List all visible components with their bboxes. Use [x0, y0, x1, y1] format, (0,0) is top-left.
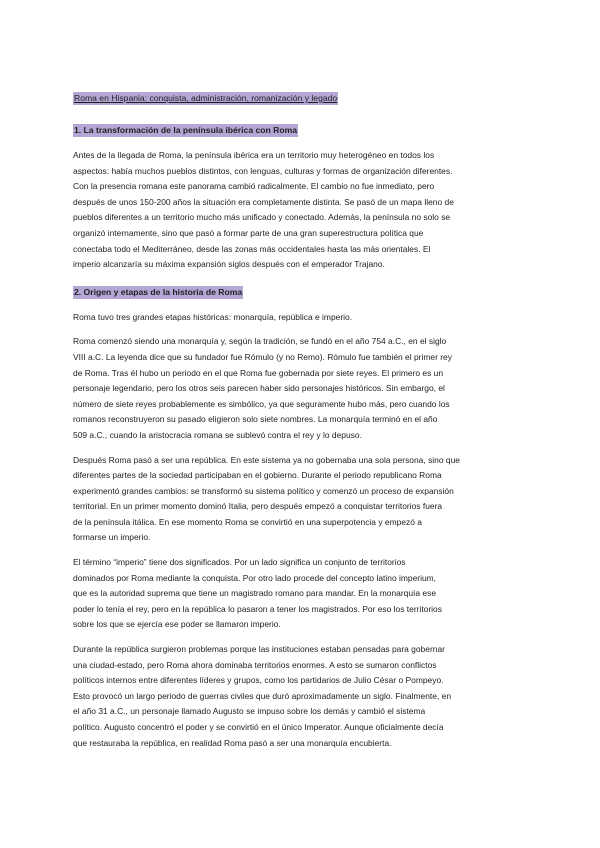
- paragraph: [73, 642, 533, 751]
- text-line: dominados por Roma mediante la conquista. Por otro lado procede del concepto latino imperium,: [73, 572, 437, 583]
- text-line: político. Augusto concentró el poder y se convirtió en el único Imperator. Aunque oficialmente decía: [73, 722, 444, 732]
- text-line: sobre los que se ejercía ese poder se llamaron imperio.: [73, 619, 281, 630]
- paragraph: [73, 148, 533, 273]
- text-line: El término “imperio” tiene dos significados. Por un lado significa un conjunto de territorios: [73, 557, 406, 568]
- text-line: Después Roma pasó a ser una república. En este sistema ya no gobernaba una sola persona, sino que: [73, 454, 460, 465]
- text-line: Roma comenzó siendo una monarquía y, según la tradición, se fundó en el año 754 a.C., en el siglo: [73, 336, 447, 347]
- text-line: personaje legendario, pero los otros seis parecen haber sido personajes históricos. Sin embargo, el: [73, 383, 445, 394]
- text-line: Esto provocó un largo periodo de guerras civiles que duró aproximadamente un siglo. Finalmente, en: [73, 690, 452, 701]
- text-line: Roma tuvo tres grandes etapas históricas: monarquía, república e imperio.: [73, 311, 353, 322]
- document-page: [73, 88, 533, 751]
- text-line: después de unos 150-200 años la situación era completamente distinta. Se pasó de un mapa lleno de: [73, 196, 454, 207]
- text-line: una ciudad-estado, pero Roma ahora dominaba territorios enormes. A esto se sumaron conflictos: [73, 659, 437, 670]
- paragraph: [73, 555, 533, 633]
- text-line: formarse un imperio.: [73, 532, 151, 543]
- text-line: pueblos diferentes a un territorio mucho más unificado y conectado. Además, la península no solo se: [73, 212, 451, 223]
- text-line: número de siete reyes probablemente es simbólico, ya que seguramente hubo más, pero cuando los: [73, 398, 450, 409]
- section-heading-2: 2. Origen y etapas de la historia de Roma: [74, 286, 243, 297]
- text-line: VIII a.C. La leyenda dice que su fundador fue Rómulo (y no Remo). Rómulo fue también el primer rey: [73, 351, 452, 362]
- text-line: diferentes partes de la sociedad participaban en el gobierno. Durante el periodo republicano Roma: [73, 470, 442, 481]
- text-line: conectaba todo el Mediterráneo, desde las zonas más occidentales hasta las más orientales. El: [73, 243, 431, 254]
- paragraph: [73, 310, 533, 326]
- text-line: experimentó grandes cambios: se transformó su sistema político y comenzó un proceso de expansión: [73, 485, 454, 496]
- text-line: Durante la república surgieron problemas porque las instituciones estaban pensadas para gobernar: [73, 644, 445, 655]
- section-heading-1: 1. La transformación de la península ibérica con Roma: [74, 125, 298, 135]
- document-title: Roma en Hispania: conquista, administración, romanización y legado: [74, 93, 338, 103]
- text-line: poder lo tenía el rey, pero en la república lo pasaron a tener los magistrados. Por eso los territorios: [73, 603, 442, 614]
- text-line: aspectos: había muchos pueblos distintos, con lenguas, culturas y formas de organización diferentes.: [73, 165, 453, 176]
- paragraph: [73, 453, 533, 547]
- text-line: 509 a.C., cuando la aristocracia romana se sublevó contra el rey y lo depuso.: [73, 429, 362, 440]
- text-line: Antes de la llegada de Roma, la península ibérica era un territorio muy heterogéneo en todos los: [73, 150, 435, 160]
- text-line: políticos internos entre diferentes líderes y grupos, como los partidarios de Julio César o Pompeyo.: [73, 675, 444, 686]
- text-line: imperio alcanzaría su máxima expansión siglos después con el emperador Trajano.: [73, 259, 385, 270]
- text-line: de Roma. Tras él hubo un periodo en el que Roma fue gobernada por siete reyes. El primero es un: [73, 367, 444, 378]
- text-line: que es la autoridad suprema que tiene un magistrado romano para mandar. En la monarquía ese: [73, 588, 437, 599]
- text-line: territorial. En un primer momento dominó Italia, pero después empezó a conquistar territorios fuera: [73, 501, 443, 512]
- text-line: el año 31 a.C., un personaje llamado Augusto se impuso sobre los demás y cambió el sistema: [73, 706, 426, 717]
- text-line: organizó internamente, sino que pasó a formar parte de una gran superestructura política que: [73, 227, 424, 238]
- text-line: de la península itálica. En ese momento Roma se convirtió en una superpotencia y empezó a: [73, 516, 422, 527]
- text-line: Con la presencia romana este panorama cambió radicalmente. El cambio no fue inmediato, pero: [73, 181, 435, 192]
- text-line: romanos reconstruyeron su pasado eligieron solo siete nombres. La monarquía terminó en el año: [73, 414, 438, 425]
- paragraph: [73, 334, 533, 443]
- text-line: que restauraba la república, en realidad Roma pasó a ser una monarquía encubierta.: [73, 737, 392, 748]
